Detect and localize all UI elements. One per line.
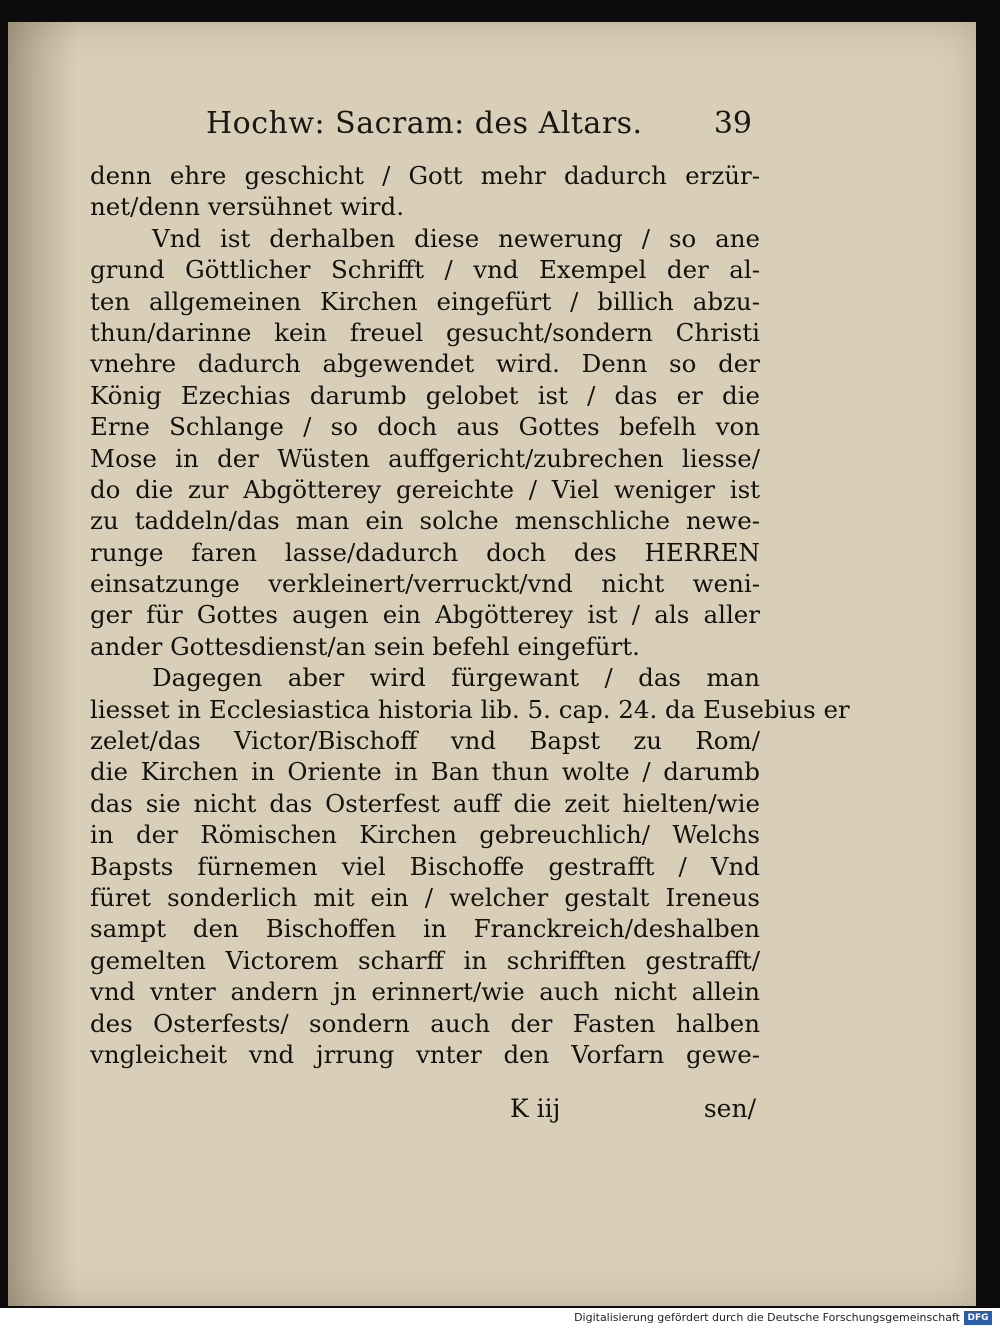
text-line: das sie nicht das Osterfest auff die zeit hielten/wie <box>90 788 760 818</box>
text-line: Mose in der Wüsten auffgericht/zubrechen liesse/ <box>90 443 760 473</box>
text-line: vnehre dadurch abgewendet wird. Denn so der <box>90 349 760 379</box>
text-line: net/denn versühnet wird. <box>90 192 404 222</box>
dfg-logo-icon: DFG <box>964 1311 992 1325</box>
text-line: thun/darinne kein freuel gesucht/sondern Christi <box>90 317 760 347</box>
text-line: Dagegen aber wird fürgewant / das man <box>152 663 760 693</box>
page-number: 39 <box>713 106 752 141</box>
text-line: ander Gottesdienst/an sein befehl eingefürt. <box>90 631 640 661</box>
text-line: vnd vnter andern jn erinnert/wie auch nicht allein <box>90 977 760 1007</box>
text-line: einsatzunge verkleinert/verruckt/vnd nicht weni- <box>90 569 760 599</box>
text-line: vngleicheit vnd jrrung vnter den Vorfarn gewe- <box>90 1039 760 1069</box>
catchword: sen/ <box>703 1094 756 1123</box>
text-line: König Ezechias darumb gelobet ist / das er die <box>90 380 760 410</box>
text-line: do die zur Abgötterey gereichte / Viel weniger ist <box>90 474 760 504</box>
book-page <box>8 22 976 1306</box>
text-line: runge faren lasse/dadurch doch des HERREN <box>90 537 760 567</box>
page-footer-line <box>90 1094 760 1130</box>
text-line: Vnd ist derhalben diese newerung / so ane <box>152 223 760 253</box>
text-line: gemelten Victorem scharff in schrifften gestrafft/ <box>90 945 760 975</box>
text-line: Erne Schlange / so doch aus Gottes befelh von <box>90 412 760 442</box>
text-line: ten allgemeinen Kirchen eingefürt / billich abzu- <box>90 286 760 316</box>
text-line: des Osterfests/ sondern auch der Fasten halben <box>90 1008 760 1038</box>
signature-mark: K iij <box>510 1094 561 1123</box>
text-line: zelet/das Victor/Bischoff vnd Bapst zu Rom/ <box>90 726 760 756</box>
text-line: ger für Gottes augen ein Abgötterey ist / als aller <box>90 600 760 630</box>
text-line: zu taddeln/das man ein solche menschliche newe- <box>90 506 760 536</box>
text-line: denn ehre geschicht / Gott mehr dadurch erzür- <box>90 161 760 190</box>
text-line: die Kirchen in Oriente in Ban thun wolte / darumb <box>90 757 760 787</box>
running-title: Hochw: Sacram: des Altars. <box>206 106 643 141</box>
running-head <box>206 106 756 150</box>
funding-credit: Digitalisierung gefördert durch die Deutsche Forschungsgemeinschaft <box>574 1311 960 1324</box>
text-line: in der Römischen Kirchen gebreuchlich/ Welchs <box>90 820 760 850</box>
text-line: liesset in Ecclesiastica historia lib. 5. cap. 24. da Eusebius er <box>90 694 850 724</box>
text-line: füret sonderlich mit ein / welcher gestalt Ireneus <box>90 882 760 912</box>
text-line: Bapsts fürnemen viel Bischoffe gestrafft / Vnd <box>90 851 760 881</box>
body-text <box>90 160 850 1070</box>
text-line: grund Göttlicher Schrifft / vnd Exempel der al- <box>90 255 760 285</box>
viewer-footer <box>0 1308 1000 1328</box>
text-line: sampt den Bischoffen in Franckreich/deshalben <box>90 914 760 944</box>
